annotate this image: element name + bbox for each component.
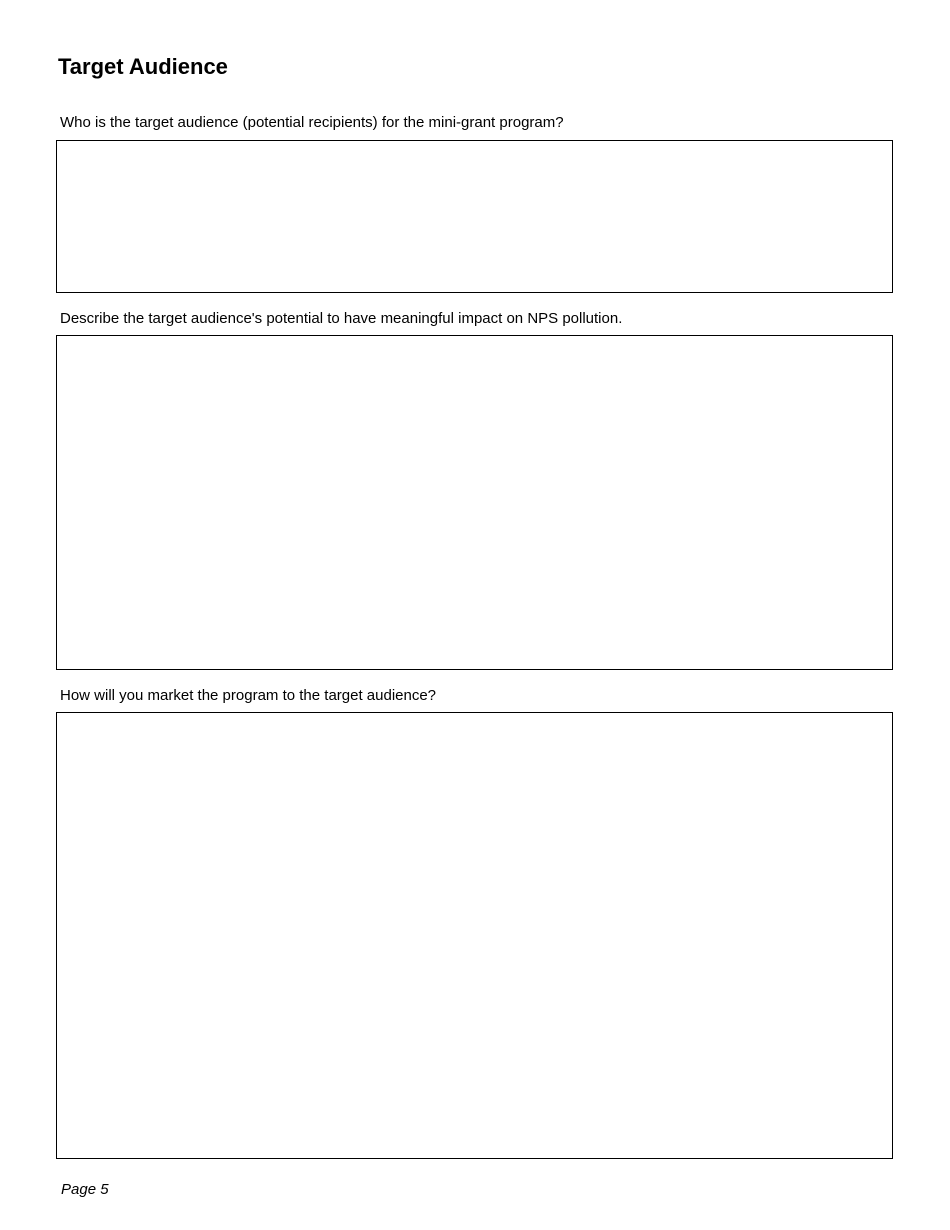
question-label-impact: Describe the target audience's potential to have meaningful impact on NPS pollution.: [60, 310, 623, 327]
target-audience-answer-field[interactable]: [56, 140, 893, 293]
page-title: Target Audience: [58, 54, 228, 79]
page-number: Page 5: [61, 1181, 109, 1198]
impact-answer-field[interactable]: [56, 335, 893, 670]
question-label-target-audience: Who is the target audience (potential recipients) for the mini-grant program?: [60, 114, 564, 131]
question-label-marketing: How will you market the program to the target audience?: [60, 687, 437, 704]
marketing-answer-field[interactable]: [56, 712, 893, 1159]
